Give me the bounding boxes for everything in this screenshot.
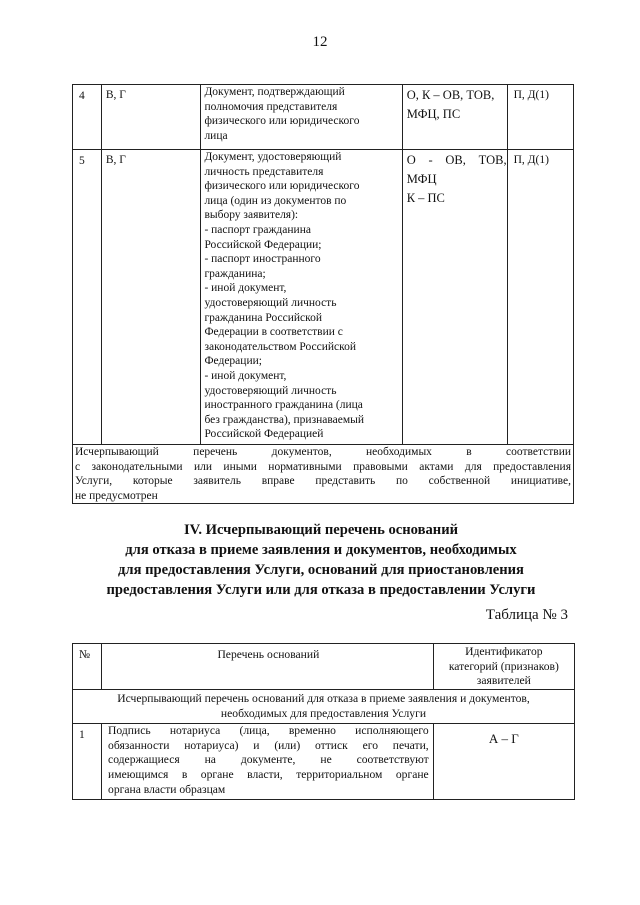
doc-line: удостоверяющий личность [204,384,337,397]
applicant-identifier: А – Г [433,724,574,800]
documents-table-continued [72,84,574,504]
section-title-line: предоставления Услуги или для отказа в предоставлении Услуги [106,582,536,598]
reason-line: обязанности нотариуса) и (или) оттиск его печати, [108,738,429,752]
doc-line: без гражданства), признаваемый [204,413,365,426]
subheader-cell [73,690,575,724]
doc-line: лица [204,129,228,142]
refusal-grounds-table [72,643,575,800]
document-description [201,150,402,445]
header-identifier-line: Идентификатор [465,645,543,658]
document-description [201,85,402,150]
doc-line: полномочия представителя [204,100,338,113]
header-identifier [433,644,574,690]
doc-line: лица (один из документов по [204,194,347,207]
doc-line: Федерации; [204,355,262,368]
row-number: 4 [73,85,102,150]
table-row [73,150,574,445]
page-number: 12 [312,34,328,50]
doc-line: гражданина; [204,267,266,280]
doc-line: личность представителя [204,165,324,178]
doc-line: - паспорт гражданина [204,223,311,236]
table-subheader-row [73,690,575,724]
summary-line: Исчерпывающий перечень документов, необходимых в соответствии [75,446,571,458]
row-number: 5 [73,150,102,445]
summary-row [73,445,574,504]
header-identifier-line: категорий (признаков) [448,659,559,673]
header-reasons: Перечень оснований [102,644,434,690]
document-form: П, Д(1) [507,85,573,150]
summary-line: Услуги, которые заявитель вправе представить по собственной инициативе, [75,475,571,488]
doc-line: Документ, удостоверяющий [204,151,342,163]
summary-line: с законодательными или иными нормативными правовыми актами для предоставления [75,460,571,473]
place-line: МФЦ, ПС [406,107,461,121]
summary-cell [73,445,574,504]
doc-line: Федерации в соответствии с [204,326,343,339]
header-identifier-line: заявителей [476,674,531,688]
doc-line: физического или юридического [204,115,360,128]
table-row [73,724,575,800]
subheader-line: необходимых для предоставления Услуги [220,706,427,720]
subheader-line: Исчерпывающий перечень оснований для отказа в приеме заявления и документов, [117,692,530,705]
doc-line: выбору заявителя): [204,209,299,222]
doc-line: Российской Федерации; [204,238,322,251]
summary-line: не предусмотрен [75,489,158,502]
document-form: П, Д(1) [507,150,573,445]
place-line: МФЦ [406,172,437,186]
table-row [73,85,574,150]
reason-line: органа власти образцам [108,782,226,796]
reason-line: содержащиеся на документе, не соответствуют [108,753,429,767]
doc-line: - иной документ, [204,369,287,382]
place-line: О, К – ОВ, ТОВ, [406,88,495,102]
reason-line: Подпись нотариуса (лица, временно исполняющего [108,724,429,738]
section-title-line: IV. Исчерпывающий перечень оснований [183,522,459,538]
doc-line: - иной документ, [204,282,287,295]
applicant-categories: В, Г [101,85,201,150]
doc-line: Российской Федерацией [204,428,324,441]
doc-line: физического или юридического [204,180,360,193]
refusal-reason [102,724,434,800]
doc-line: законодательством Российской [204,340,357,353]
header-num: № [73,644,102,690]
doc-line: - паспорт иностранного [204,253,321,266]
applicant-categories: В, Г [101,150,201,445]
table-header-row [73,644,575,690]
section-title [70,520,572,600]
doc-line: гражданина Российской [204,311,323,324]
table-caption: Таблица № 3 [485,607,568,623]
submission-place [402,85,507,150]
doc-line: иностранного гражданина (лица [204,399,363,412]
doc-line: удостоверяющий личность [204,296,337,309]
place-line: К – ПС [406,191,445,205]
submission-place [402,150,507,445]
section-title-line: для предоставления Услуги, оснований для приостановления [118,562,524,578]
section-title-line: для отказа в приеме заявления и документов, необходимых [125,542,517,558]
doc-line: Документ, подтверждающий [204,86,345,98]
reason-line: имеющимся в органе власти, территориальном органе [108,767,429,781]
row-number: 1 [73,724,102,800]
place-line: О - ОВ, ТОВ, [406,153,507,167]
